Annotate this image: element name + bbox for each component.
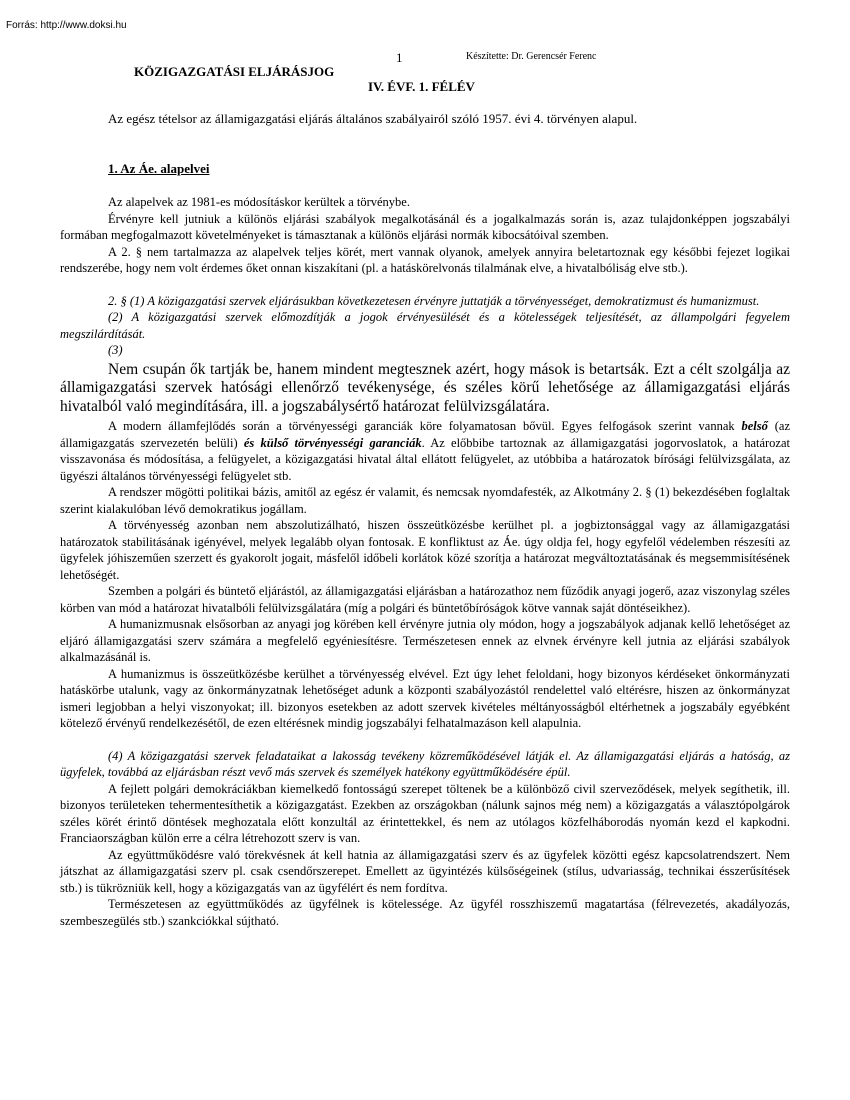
paragraph: Az együttműködésre való törekvésnek át kell hatnia az államigazgatási szerv és az ügyfelek közötti egész kapcsolatrendszert. Nem játszhat az államigazgatási szerv pl. csak csendőrszerepet. Emellett az ügyintézés külsőségeinek (stílus, udvariasság, technikai ésszerűsítések stb.) is tükrözniük kell, hogy a közigazgatás van az ügyfélért és nem fordítva. [60,847,790,895]
paragraph [60,418,790,484]
law-quote: (4) A közigazgatási szervek feladataikat a lakosság tevékeny közreműködésével látják el. Az államigazgatási eljárás a hatóság, az ügyfelek, továbbá az eljárásban részt vevő más szervek és személyek hatékony együttműködésére épül. [60,748,790,779]
large-paragraph: Nem csupán ők tartják be, hanem mindent megtesznek azért, hogy mások is betartsák. Ezt a célt szolgálja az államigazgatási szervek hatósági ellenőrző tevékenysége, és széles körű lehetősége az államigazgatási eljárás hivatalból való megindítására, ill. a jogszabálysértő határozat felülvizsgálatára. [60,360,790,415]
source-note: Forrás: http://www.doksi.hu [6,20,127,31]
paragraph: A rendszer mögötti politikai bázis, amitől az egész ér valamit, és nemcsak nyomdafesték, az Alkotmány 2. § (1) bekezdésében foglaltak szerint kialakulóban lévő demokratikus jogállam. [60,485,790,516]
paragraph: Az alapelvek az 1981-es módosításkor kerültek a törvénybe. [108,195,410,209]
intro-text: Az egész tételsor az államigazgatási eljárás általános szabályairól szóló 1957. évi 4. törvényen alapul. [108,111,638,126]
paragraph: Érvényre kell jutniuk a különös eljárási szabályok megalkotásánál és a jogalkalmazás során is, azaz tulajdonképpen jogszabályi formában megfogalmazott követelményeket is támasztanak a különös eljárási normák kibocsátóival szemben. [60,211,790,242]
paragraph: A fejlett polgári demokráciákban kiemelkedő fontosságú szerepet töltenek be a különböző civil szerveződések, melyek segíthetik, ill. bizonyos területeken tehermentesíthetik a közigazgatást. Ezekben az országokban (nálunk sajnos még nem) a közigazgatás a választópolgárok széles körét érintő döntések meghozatala előtt konzultál az érintettekkel, és nem az utólagos közfelháborodás nyomán kezd el kapkodni. Franciaországban külön erre a célra létrehozott szerv is van. [60,781,790,845]
paragraph: A humanizmus is összeütközésbe kerülhet a törvényesség elvével. Ezt úgy lehet feloldani, hogy bizonyos kérdéseket önkormányzati hatáskörbe utalunk, vagy az önkormányzatnak lehetőséget adunk a központi szabályozástól rendelettel való eltérésre, hiszen az önkormányzat ismeri legjobban a helyi viszonyokat; ill. bizonyos esetekben az adott szervek kivételes méltányosságból eltérhetnek a jogszabály egyébként kötelező érvényű rendelkezésétől, de ezen eltérésnek mindig jogszabályi felhatalmazáson kell alapulnia. [60,666,790,730]
document-title: KÖZIGAZGATÁSI ELJÁRÁSJOG [134,64,335,79]
law-quote: 2. § (1) A közigazgatási szervek eljárásukban következetesen érvényre juttatják a törvényességet, demokratizmust és humanizmust. [108,293,760,308]
paragraph-text: (az államigazgatás szervezetén belüli) [60,419,790,450]
paragraph-text: . Az előbbibe tartoznak az államigazgatási jogorvoslatok, a határozat visszavonása és módosítása, a felügyelet, a közigazgatási hivatal által ellátott felügyelet, az utóbbiba a határozatok bírósági felülvizsgálata, az ügyészi általános törvényességi felügyelet stb. [60,435,790,483]
paragraph: A humanizmusnak elsősorban az anyagi jog körében kell érvényre jutnia oly módon, hogy a jogszabályok adjanak kellő lehetőséget az eljáró államigazgatási szerv számára a megfelelő egyéniesítésre. Természetesen ennek az elvnek érvényre kell jutnia az eljárási szabályok alkalmazásánál is. [60,617,790,664]
paragraph: A 2. § nem tartalmazza az alapelvek teljes körét, mert vannak olyanok, amelyek annyira beletartoznak egy későbbi fejezet logikai rendszerébe, hogy nem volt érdemes őket onnan kiszakítani (pl. a hatáskörelvonás tilalmának elve, a hivatalbóliság elve stb.). [60,244,790,275]
author-line: Készítette: Dr. Gerencsér Ferenc [466,51,597,62]
paragraph: A törvényesség azonban nem abszolutizálható, hiszen összeütközésbe kerülhet pl. a jogbiztonsággal vagy az államigazgatási határozatok stabilitásának igényével, melyek legalább olyan fontosak. E konfliktust az Áe. úgy oldja fel, hogy egyfelől védelemben részesíti az ügyfelek jóhiszeműen szerzett és gyakorolt jogait, másfelől időbeli korlátok közé szorítja a határozat megváltoztatásának és megsemmisítésének lehetőségét. [60,518,790,582]
section-heading: 1. Az Áe. alapelvei [108,161,210,176]
paragraph-text: A modern államfejlődés során a törvényességi garanciák köre folyamatosan bővül. Egyes felfogások szerint vannak [108,419,742,433]
paragraph: Természetesen az együttműködés az ügyfélnek is kötelessége. Az ügyfél rosszhiszemű magatartása (félrevezetés, akadályozás, szembeszegülés stb.) szankciókkal sújtható. [60,897,790,928]
page-number: 1 [396,50,403,65]
document-body [60,194,790,929]
law-quote: (3) [108,343,123,357]
document-subtitle: IV. ÉVF. 1. FÉLÉV [368,79,475,94]
emphasis-text: és külső törvényességi garanciák [243,435,422,450]
emphasis-text: belső [741,419,768,433]
law-quote: (2) A közigazgatási szervek előmozdítják a jogok érvényesülését és a kötelességek teljesítését, az állampolgári fegyelem megszilárdítását. [60,310,790,341]
paragraph: Szemben a polgári és büntető eljárástól, az államigazgatási eljárásban a határozathoz nem fűződik anyagi jogerő, azaz viszonylag széles körben van mód a határozat hivatalbóli felülvizsgálatára (míg a polgári és büntetőbíróságok kötve vannak saját döntéseikhez). [60,584,790,615]
